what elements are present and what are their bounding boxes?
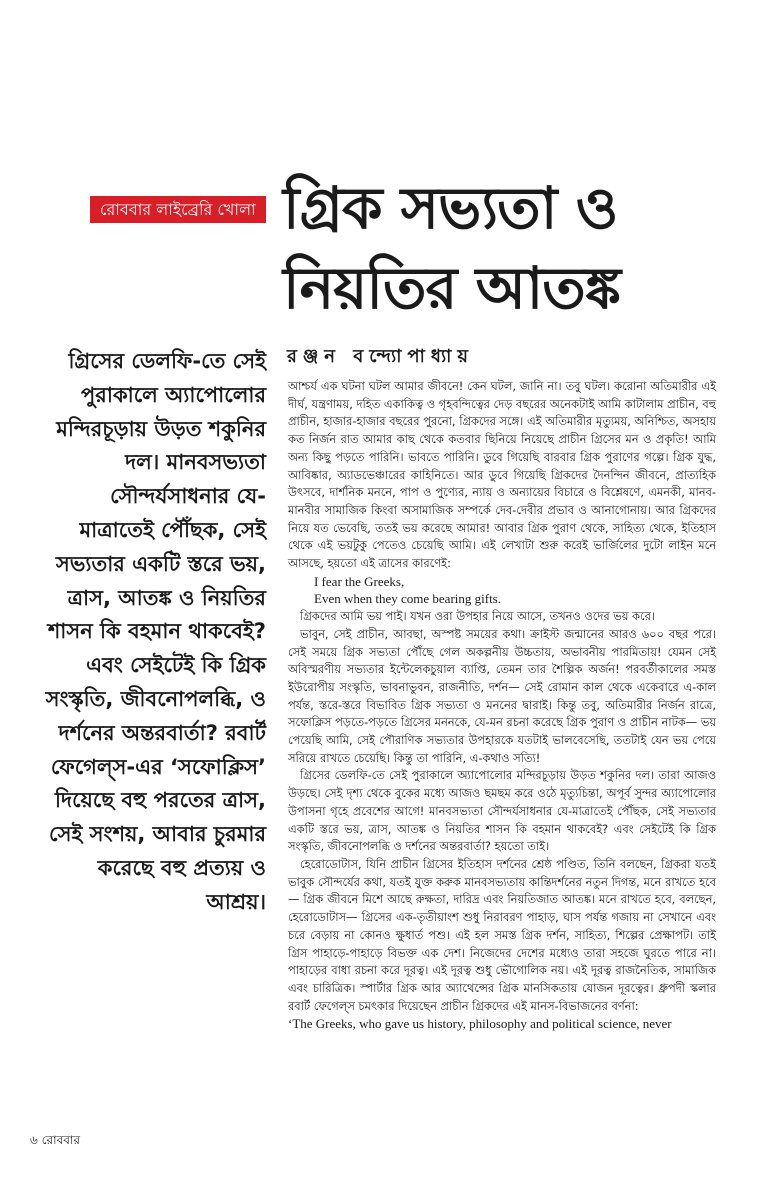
body-paragraph: ভাবুন, সেই প্রাচীন, আবছা, অস্পষ্ট সময়ের কথা। ক্রাইস্ট জন্মানের আরও ৬০০ বছর পরে। সেই সময়ে গ্রিক সভ্যতা পৌঁছে গেল অকল্পনীয় উচ্চতায়, অভাবনীয় পারমিতায়! যেমন সেই অবিস্মরণীয় সভ্যতার ইন্টেলেকচুয়াল ব্যাপ্তি, তেমন তার শৈল্পিক অর্জন! পরবর্তীকালের সমস্ত ইউরোপীয় সংস্কৃতি, ভাবনাভুবন, রাজনীতি, দর্শন— সেই রোমান কাল থেকে একেবারে এ-কাল পর্যন্ত, স্তরে-স্তরে বিভাবিত গ্রিক সভ্যতা ও মননের দ্বারাই। কিন্তু তবু, অতিমারীর নির্জন রাত্রে, সফোক্লিস পড়তে-পড়তে গ্রিসের মননকে, যে-মন রচনা করেছে গ্রিক পুরাণ ও প্রাচীন নাটক— ভয় পেয়েছি আমি, সেই পৌরাণিক সভ্যতার উপহারকে যতটাই ভালবেসেছি, ততটাই যেন ভয় পেয়ে সরিয়ে রাখতে চেয়েছি। কিন্তু তা পারিনি, এ-কথাও সত্যি! — [288, 626, 716, 765]
body-quote: ‘The Greeks, who gave us history, philosophy and political science, never — [288, 1016, 672, 1032]
body-paragraph: গ্রিকদের আমি ভয় পাই। যখন ওরা উপহার নিয়ে আসে, তখনও ওদের ভয় করে। — [300, 609, 655, 624]
pull-quote: গ্রিসের ডেলফি-তে সেই পুরাকালে অ্যাপোলোর মন্দিরচূড়ায় উড়ত শকুনির দল। মানবসভ্যতা সৌন্দর্যসাধনার যে-মাত্রাতেই পৌঁছক, সেই সভ্যতার একটি স্তরে ভয়, ত্রাস, আতঙ্ক ও নিয়তির শাসন কি বহমান থাকবেই? এবং সেইটেই কি গ্রিক সংস্কৃতি, জীবনোপলব্ধি, ও দর্শনের অন্তরবার্তা? রবার্ট ফেগেল্‌স-এর ‘সফোক্লিস’ দিয়েছে বহু পরতের ত্রাস, সেই সংশয়, আবার চুরমার করেছে বহু প্রত্যয় ও আশ্রয়। — [45, 349, 266, 914]
author-byline: রঞ্জন বন্দ্যোপাধ্যায় — [287, 346, 474, 367]
page-folio: ৬ রোববার — [30, 1133, 81, 1147]
verse-line: I fear the Greeks, — [314, 573, 405, 589]
article-title: গ্রিক সভ্যতা ও নিয়তির আতঙ্ক — [283, 174, 621, 322]
verse-line: Even when they come bearing gifts. — [314, 591, 501, 607]
body-paragraph: হেরোডোটাস, যিনি প্রাচীন গ্রিসের ইতিহাস দর্শনের শ্রেষ্ঠ পণ্ডিত, তিনি বলছেন, গ্রিকরা যতই ভাবুক সৌন্দর্যের কথা, যতই যুক্ত করুক মানবসভ্যতায় কান্তিদর্শনের নতুন দিগন্ত, মনে রাখতে হবে— গ্রিক জীবনে মিশে আছে রুক্ষতা, দারিদ্র এবং নিয়তিজাত আতঙ্ক। মনে রাখতে হবে, বলছেন, হেরোডোটাস— গ্রিসের এক-তৃতীয়াংশ শুধু নিরাবরণ পাহাড়, ঘাস পর্যন্ত গজায় না সেখানে এবং চরে বেড়ায় না কোনও ক্ষুধার্ত পশু। এই হল সমস্ত গ্রিক দর্শন, সাহিত্য, শিল্পের প্রেক্ষাপট। তাই গ্রিস পাহাড়ে-পাহাড়ে বিভক্ত এক দেশ। নিজেদের দেশের মধ্যেও তারা সহজে ঘুরতে পারে না। পাহাড়ের বাধা রচনা করে দূরত্ব। এই দূরত্ব শুধু ভৌগোলিক নয়। এই দূরত্ব রাজনৈতিক, সামাজিক এবং চারিত্রিক। স্পার্টার গ্রিক আর অ্যাথেন্সের গ্রিক মানসিকতায় যোজন দূরত্বের। ধ্রুপদী স্কলার রবার্ট ফেগেল্‌স চমৎকার দিয়েছেন প্রাচীন গ্রিকদের এই মানস-বিভাজনের বর্ণনা: — [288, 856, 716, 1013]
body-paragraph: আশ্চর্য এক ঘটনা ঘটল আমার জীবনে! কেন ঘটল, জানি না। তবু ঘটল। করোনা অতিমারীর এই দীর্ঘ, যন্ত্রণাময়, দহিত একাকিত্ব ও গৃহবন্দিত্বের দেড় বছরের অনেকটাই আমি কাটালাম প্রাচীন, বহু প্রাচীন, হাজার-হাজার বছরের পুরনো, গ্রিকদের সঙ্গে। এই অতিমারীর মৃত্যুময়, অনিশ্চিত, অসহায় কত নির্জন রাত আমার কাছ থেকে কতবার ছিনিয়ে নিয়েছে প্রাচীন গ্রিসের মন ও প্রকৃতি! আমি অন্য কিছু পড়তে পারিনি। ভাবতে পারিনি। ডুবে গিয়েছি বারবার গ্রিক পুরাণের গল্পে। গ্রিক যুদ্ধ, আবিষ্কার, অ্যাডভেঞ্চারের কাহিনিতে। আর ডুবে গিয়েছি গ্রিকদের দৈনন্দিন জীবনে, প্রাত্যহিক উৎসবে, দার্শনিক মননে, পাপ ও পুণ্যের, ন্যায় ও অন্যায়ের বিচারে ও বিশ্লেষণে, এমনকী, মানব-মানবীর সামাজিক কিংবা অসামাজিক সম্পর্কে দেব-দেবীর প্রভাব ও আনাগোনায়। আর গ্রিকদের নিয়ে যত ভেবেছি, ততই ভয় করেছে আমার! আবার গ্রিক পুরাণ থেকে, সাহিত্য থেকে, ইতিহাস থেকে এই ভয়টুকু পেতেও চেয়েছি আমি। এই লেখাটা শুরু করেই ভার্জিলের দুটো লাইন মনে আসছে, হয়তো এই ত্রাসের কারণেই: — [288, 379, 716, 571]
article-body — [288, 378, 716, 1033]
body-paragraph: গ্রিসের ডেলফি-তে সেই পুরাকালে অ্যাপোলোর মন্দিরচূড়ায় উড়ত শকুনির দল। তারা আজও উড়ছে। সেই দৃশ্য থেকে বুকের মধ্যে আজও ছমছম করে ওঠে মৃত্যুচিন্তা, অপূর্ব সুন্দর অ্যাপোলোর উপাসনা গৃহে প্রবেশের আগে! মানবসভ্যতা সৌন্দর্যসাধনার যে-মাত্রাতেই পৌঁছক, সেই সভ্যতার একটি স্তরে ভয়, ত্রাস, আতঙ্ক ও নিয়তির শাসন কি বহমান থাকবেই? এবং সেইটেই কি গ্রিক সংস্কৃতি, জীবনোপলব্ধি ও দর্শনের অন্তরবার্তা? হয়তো তাই। — [288, 768, 716, 854]
section-tag: রোববার লাইব্রেরি খোলা — [90, 196, 266, 223]
